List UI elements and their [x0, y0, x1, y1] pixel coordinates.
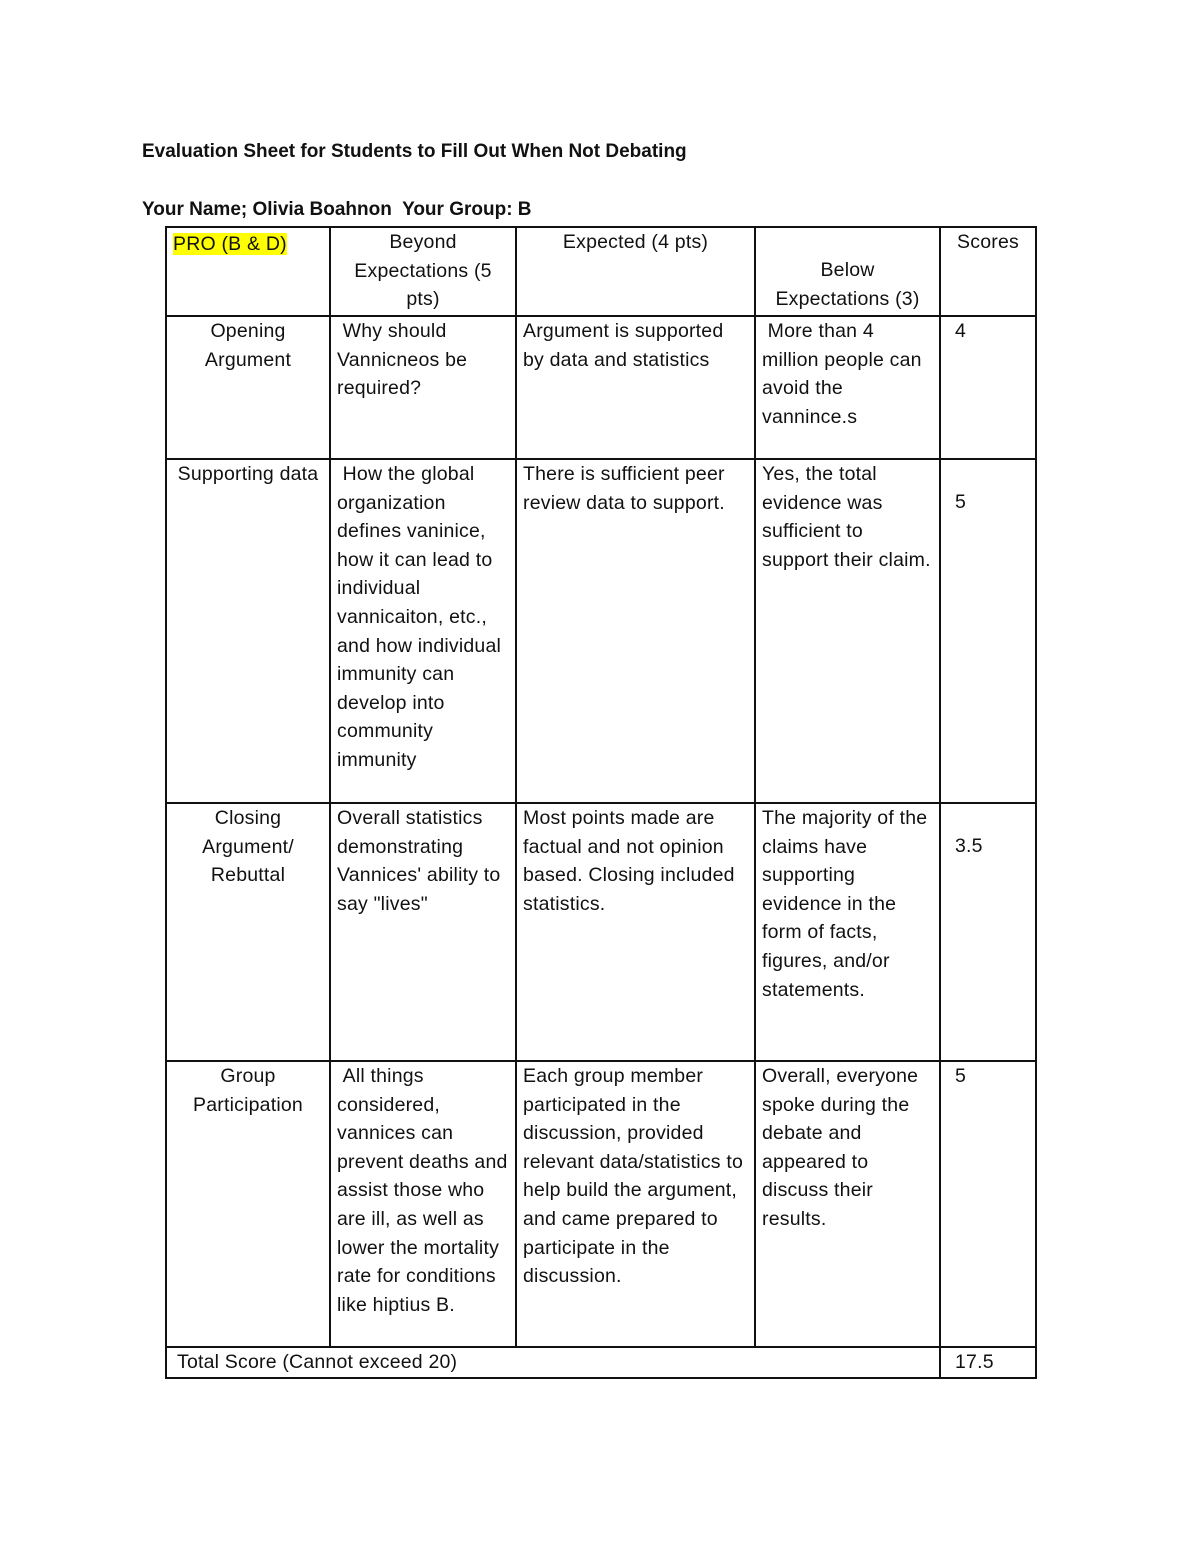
total-row [166, 1347, 1036, 1378]
row-category: Group Participation [166, 1061, 330, 1347]
total-score-label: Total Score (Cannot exceed 20) [166, 1347, 940, 1378]
header-row [166, 227, 1036, 316]
row-category: Opening Argument [166, 316, 330, 459]
evaluation-table [165, 226, 1037, 1379]
row-expected: There is sufficient peer review data to support. [516, 459, 755, 803]
header-expected: Expected (4 pts) [516, 227, 755, 316]
total-score-value: 17.5 [940, 1347, 1036, 1378]
row-score: 5 [940, 459, 1036, 803]
row-beyond: How the global organization defines vaninice, how it can lead to individual vannicaiton, etc., and how individual immunity can develop into community immunity [330, 459, 516, 803]
row-beyond: Why should Vannicneos be required? [330, 316, 516, 459]
row-category: Closing Argument/ Rebuttal [166, 803, 330, 1061]
row-expected: Each group member participated in the discussion, provided relevant data/statistics to help build the argument, and came prepared to participate in the discussion. [516, 1061, 755, 1347]
row-below: Yes, the total evidence was sufficient to support their claim. [755, 459, 940, 803]
table-row [166, 803, 1036, 1061]
row-score: 4 [940, 316, 1036, 459]
table-row [166, 459, 1036, 803]
header-scores: Scores [940, 227, 1036, 316]
row-expected: Most points made are factual and not opinion based. Closing included statistics. [516, 803, 755, 1061]
row-below: Overall, everyone spoke during the debate and appeared to discuss their results. [755, 1061, 940, 1347]
header-beyond: Beyond Expectations (5 pts) [330, 227, 516, 316]
table-row [166, 1061, 1036, 1347]
row-below: More than 4 million people can avoid the vannince.s [755, 316, 940, 459]
team-label: PRO (B & D) [173, 233, 287, 255]
header-team-cell [166, 227, 330, 316]
header-below: Below Expectations (3) [755, 227, 940, 316]
row-score: 3.5 [940, 803, 1036, 1061]
row-score: 5 [940, 1061, 1036, 1347]
document-title: Evaluation Sheet for Students to Fill Out When Not Debating [142, 141, 687, 162]
row-below: The majority of the claims have supporting evidence in the form of facts, figures, and/or statements. [755, 803, 940, 1061]
row-expected: Argument is supported by data and statistics [516, 316, 755, 459]
row-category: Supporting data [166, 459, 330, 803]
student-info-line: Your Name; Olivia Boahnon Your Group: B [142, 199, 532, 220]
row-beyond: Overall statistics demonstrating Vannices' ability to say "lives" [330, 803, 516, 1061]
table-row [166, 316, 1036, 459]
row-beyond: All things considered, vannices can prevent deaths and assist those who are ill, as well as lower the mortality rate for conditions like hiptius B. [330, 1061, 516, 1347]
